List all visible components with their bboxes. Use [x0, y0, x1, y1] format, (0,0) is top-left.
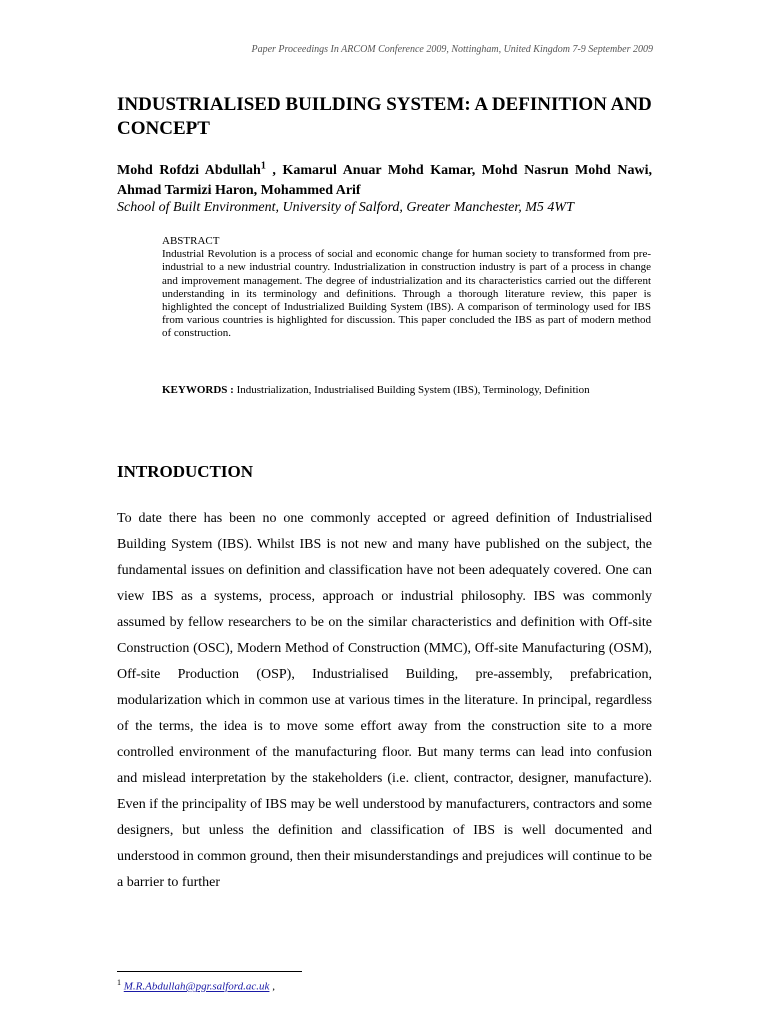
- introduction-heading: INTRODUCTION: [117, 462, 254, 481]
- author-footnote-mark[interactable]: 1: [260, 160, 266, 172]
- paper-title: INDUSTRIALISED BUILDING SYSTEM: A DEFINITION AND CONCEPT: [117, 94, 652, 139]
- author-email-link[interactable]: M.R.Abdullah@pgr.salford.ac.uk: [123, 980, 270, 993]
- author-list: [117, 161, 652, 201]
- footnote: [117, 976, 275, 994]
- footnote-mark: 1: [117, 978, 121, 987]
- abstract-section: [162, 235, 651, 341]
- keywords-text: Industrialization, Industrialised Building System (IBS), Terminology, Definition: [233, 384, 590, 396]
- running-header: Paper Proceedings In ARCOM Conference 2009, Nottingham, United Kingdom 7-9 September 2009: [251, 44, 653, 55]
- footnote-divider: [117, 971, 302, 972]
- keywords-label: KEYWORDS :: [162, 384, 234, 396]
- affiliation: School of Built Environment, University of Salford, Greater Manchester, M5 4WT: [117, 200, 574, 215]
- footnote-trailing: ,: [269, 980, 275, 993]
- abstract-text: Industrial Revolution is a process of social and economic change for human society to transformed from pre-industrial to a new industrial country. Industrialization in construction industry is part of a process in change and improvement management. The degree of industrialization and its characteristics carried out the different understanding in its terminology and definitions. Through a thorough literature review, this paper is highlighted the concept of Industrialized Building System (IBS). A comparison of terminology used for IBS from various countries is highlighted for discussion. This paper concluded the IBS as part of modern method of construction.: [162, 248, 651, 340]
- first-author: Mohd Rofdzi Abdullah: [117, 163, 261, 178]
- keywords: [162, 383, 651, 397]
- other-authors: , Kamarul Anuar Mohd Kamar, Mohd Nasrun Mohd Nawi, Ahmad Tarmizi Haron, Mohammed Arif: [117, 163, 652, 198]
- abstract-heading: ABSTRACT: [162, 235, 220, 247]
- introduction-paragraph: To date there has been no one commonly accepted or agreed definition of Industrialised Building System (IBS). Whilst IBS is not new and many have published on the subject, the fundamental issues on definition and classification have not been adequately covered. One can view IBS as a systems, process, approach or industrial philosophy. IBS was commonly assumed by fellow researchers to be on the similar characteristics and definition with Off-site Construction (OSC), Modern Method of Construction (MMC), Off-site Manufacturing (OSM), Off-site Production (OSP), Industrialised Building, pre-assembly, prefabrication, modularization which in common use at various times in the literature. In principal, regardless of the terms, the idea is to move some effort away from the construction site to a more controlled environment of the manufacturing floor. But many terms can lead into confusion and mislead interpretation by the stakeholders (i.e. client, contractor, designer, manufacture). Even if the principality of IBS may be well understood by manufacturers, contractors and some designers, but unless the definition and classification of IBS is well documented and understood in common ground, then their misunderstandings and prejudices will continue to be a barrier to further: [117, 511, 652, 890]
